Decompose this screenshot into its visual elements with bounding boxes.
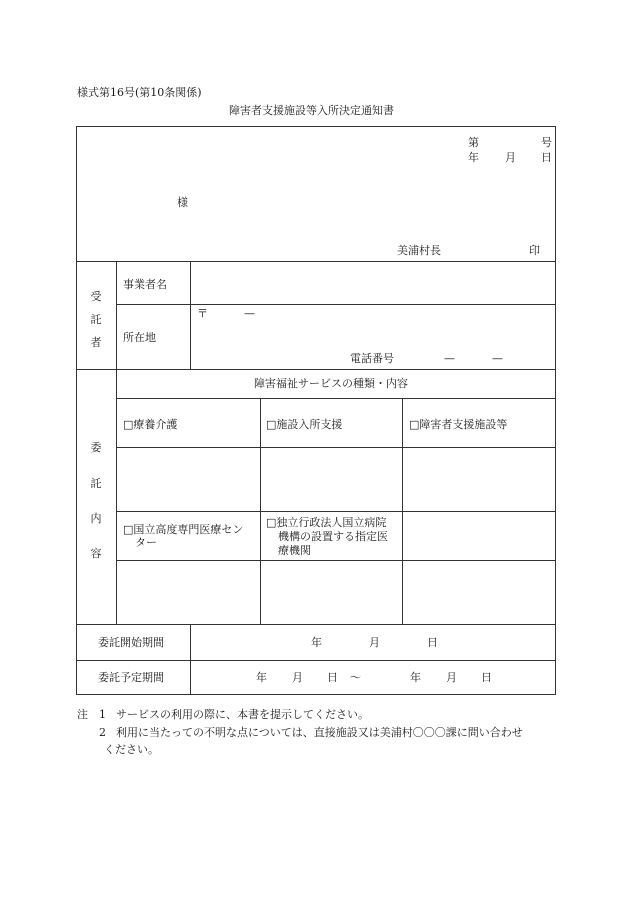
start-period-label: 委託開始期間 (98, 636, 164, 649)
number-prefix: 第 (468, 136, 479, 149)
option-text-continuation: 機構の設置する指定医 (278, 530, 388, 543)
business-name-label: 事業者名 (123, 278, 167, 291)
note-text: サービスの利用の際に、本書を提示してください。 (116, 708, 369, 721)
checkbox-option-national-hospital: □独立行政法人国立病院 (266, 516, 387, 529)
to-day: 日 (481, 671, 492, 684)
start-year: 年 (311, 636, 322, 649)
contractor-label-char: 者 (90, 336, 102, 349)
divider (116, 261, 117, 624)
commission-label-char: 委 (90, 441, 102, 454)
to-year: 年 (410, 671, 421, 684)
from-day: 日 (327, 671, 338, 684)
note-text-continuation: ください。 (104, 743, 159, 756)
postal-dash: — (244, 307, 255, 320)
postal-mark: 〒 (197, 307, 208, 320)
divider (116, 560, 556, 561)
note-text: 利用に当たっての不明な点については、直接施設又は美浦村〇〇〇課に問い合わせ (116, 726, 523, 739)
form-number: 様式第16号(第10条関係) (77, 86, 202, 99)
range-tilde: ～ (350, 671, 361, 684)
checkbox-option-support-facility: □障害者支援施設等 (409, 418, 508, 431)
divider (76, 660, 556, 661)
notes-prefix: 注 (77, 708, 88, 721)
date-year: 年 (468, 151, 479, 164)
service-type-header: 障害福祉サービスの種類・内容 (254, 377, 408, 390)
checkbox-option-facility-admission: □施設入所支援 (266, 418, 343, 431)
notice-form-table (76, 126, 556, 695)
divider (116, 398, 556, 399)
divider (116, 447, 556, 448)
commission-label-char: 託 (90, 477, 102, 490)
option-text-continuation: ター (135, 536, 157, 549)
phone-dash: — (492, 352, 503, 365)
start-day: 日 (427, 636, 438, 649)
to-month: 月 (446, 671, 457, 684)
from-month: 月 (292, 671, 303, 684)
start-month: 月 (369, 636, 380, 649)
date-month: 月 (505, 151, 516, 164)
divider (190, 261, 191, 369)
addressee-suffix: 様 (177, 196, 188, 209)
issuer: 美浦村長 (397, 244, 441, 257)
end-period-label: 委託予定期間 (98, 671, 164, 684)
note-number: 2 (99, 726, 106, 739)
divider (116, 304, 556, 305)
divider (190, 624, 191, 695)
from-year: 年 (256, 671, 267, 684)
document-title: 障害者支援施設等入所決定通知書 (229, 104, 394, 117)
address-label: 所在地 (123, 331, 156, 344)
option-text-continuation: 療機関 (278, 544, 311, 557)
divider (402, 398, 403, 624)
divider (76, 369, 556, 370)
divider (76, 261, 556, 262)
number-suffix: 号 (541, 136, 552, 149)
date-day: 日 (541, 151, 552, 164)
commission-label-char: 容 (90, 547, 102, 560)
seal-mark: 印 (529, 244, 540, 257)
checkbox-option-national-center: □国立高度専門医療セン (123, 523, 244, 536)
note-number: 1 (99, 708, 106, 721)
contractor-label-char: 受 (90, 290, 102, 303)
phone-label: 電話番号 (350, 352, 394, 365)
commission-label-char: 内 (90, 512, 102, 525)
divider (76, 624, 556, 625)
contractor-label-char: 託 (90, 313, 102, 326)
phone-dash: — (444, 352, 455, 365)
divider (116, 511, 556, 512)
checkbox-option-medical-care: □療養介護 (123, 418, 178, 431)
divider (260, 398, 261, 624)
